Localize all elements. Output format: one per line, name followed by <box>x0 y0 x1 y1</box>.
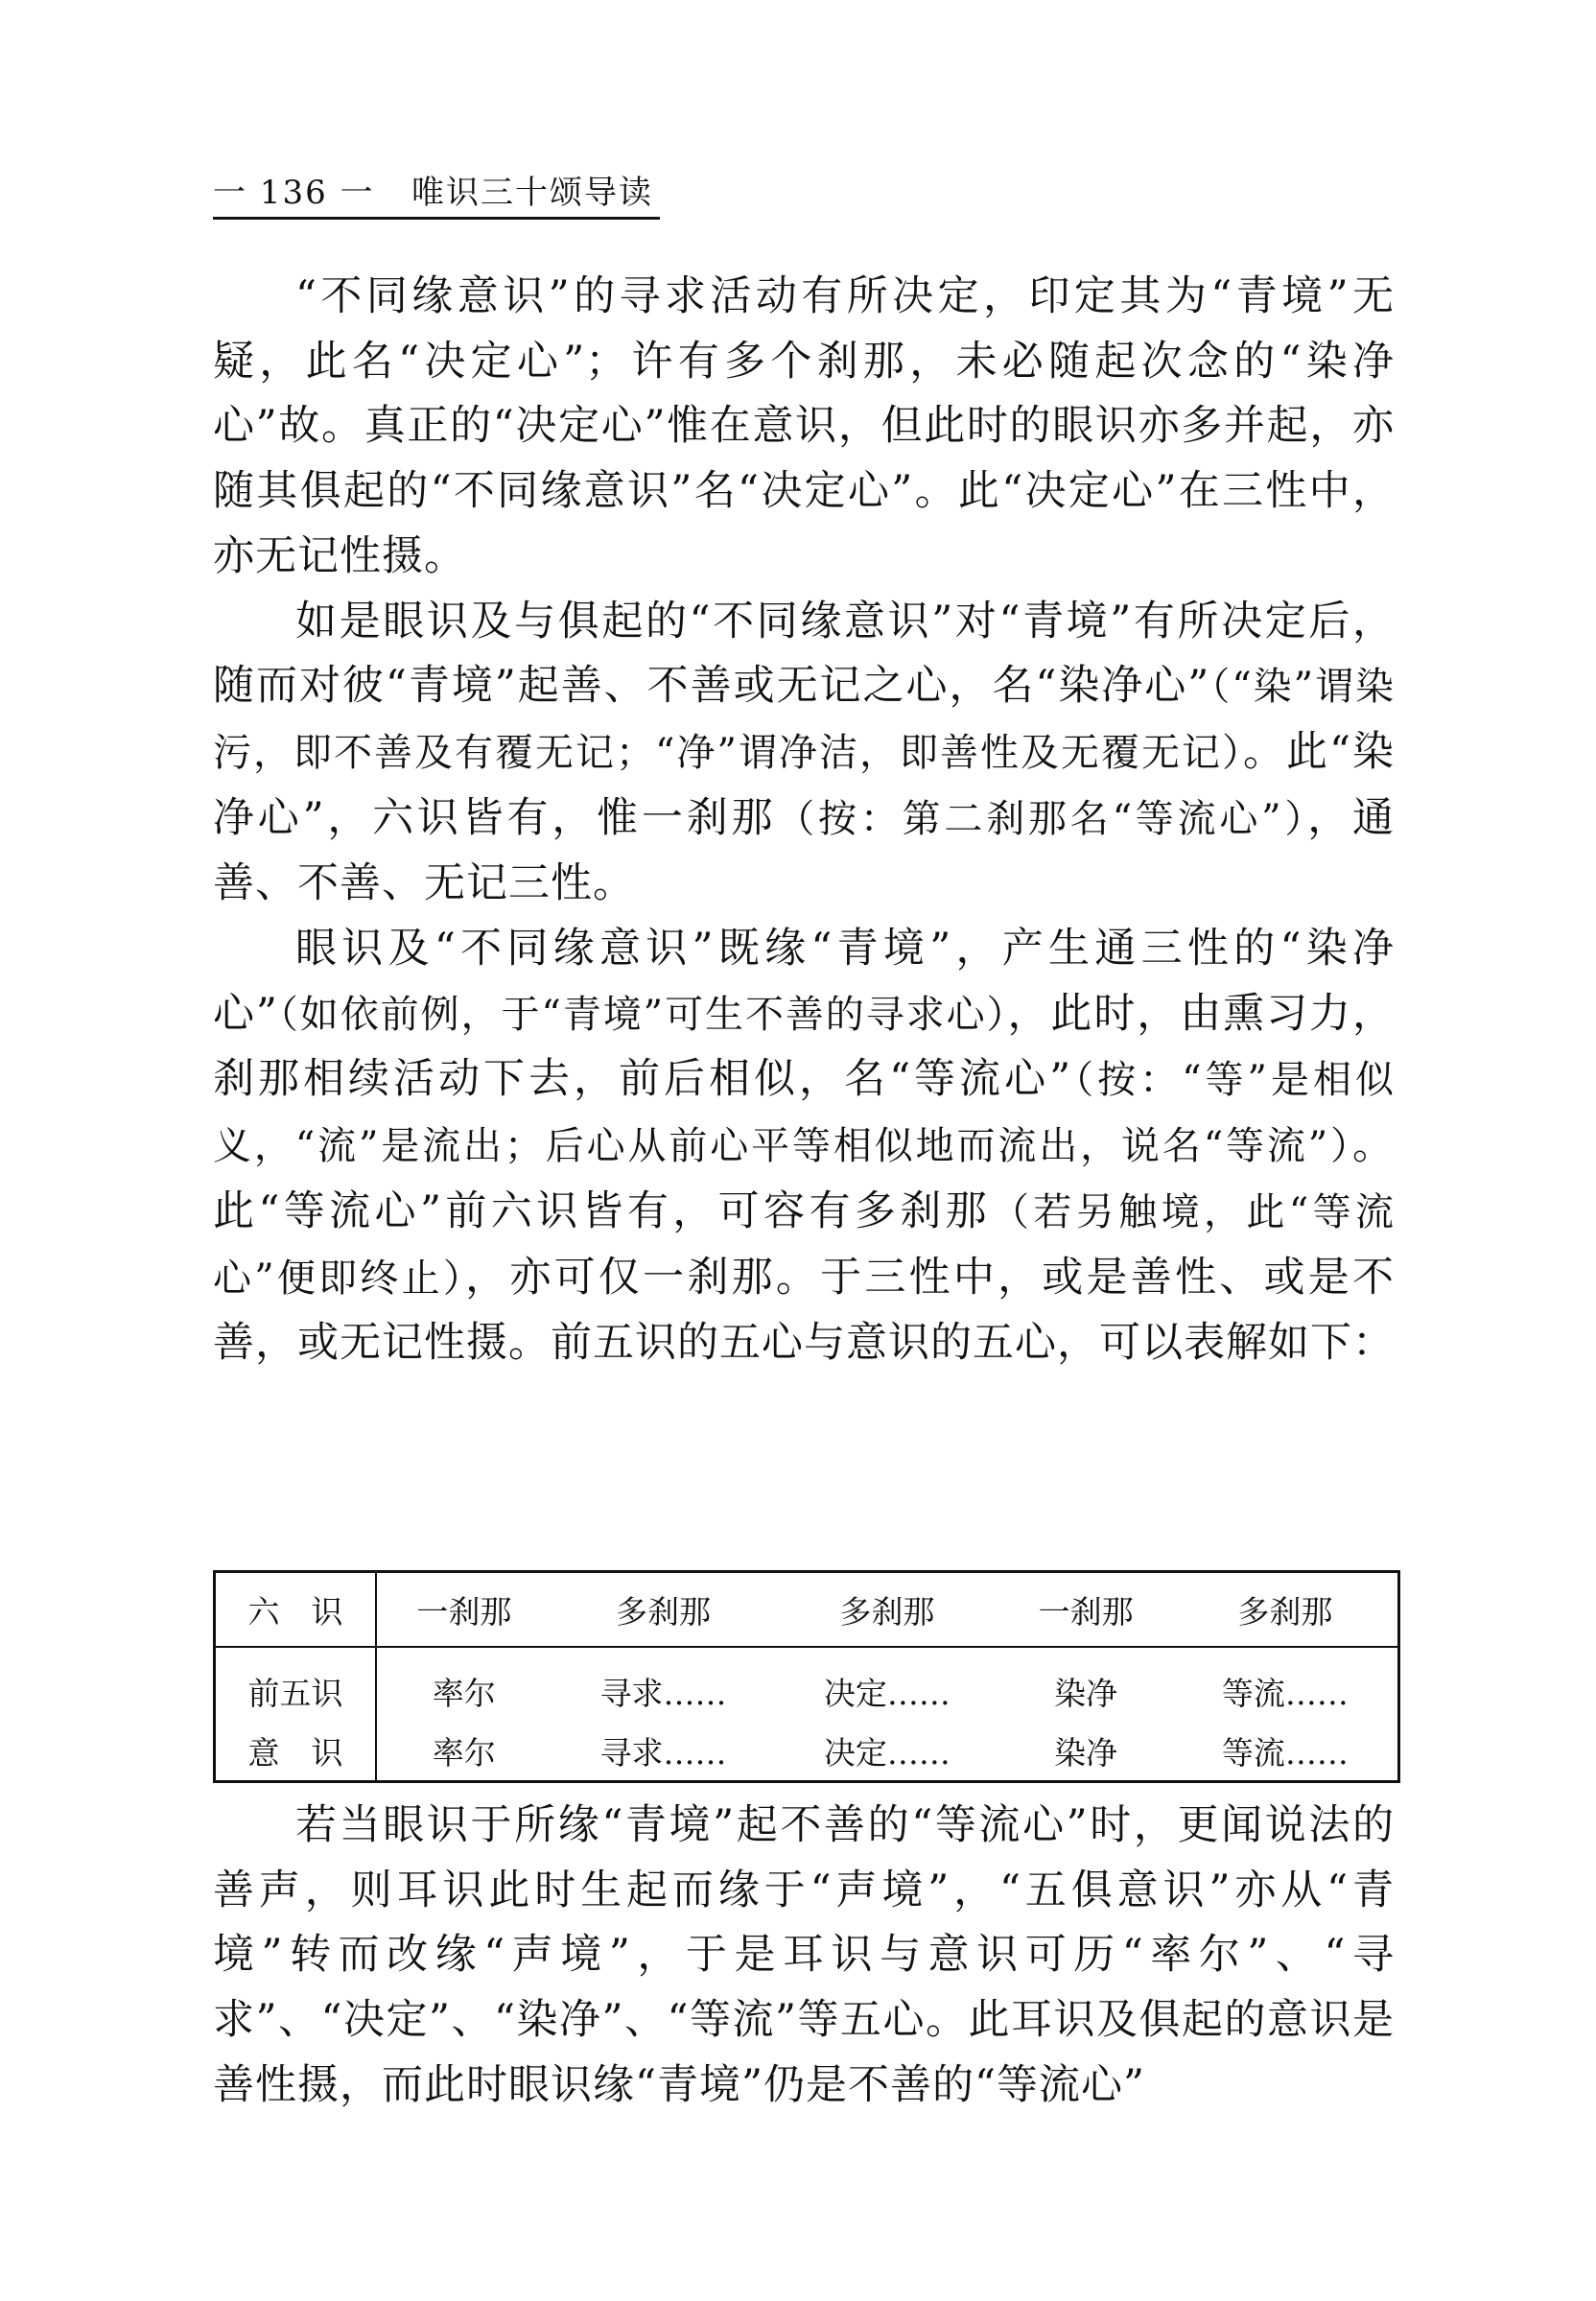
table-header-cell: 多刹那 <box>552 1572 775 1648</box>
annotation: （若另触境，此“等流心”便即终止） <box>213 1189 1396 1301</box>
annotation: （如依前例，于“青境”可生不善的寻求心） <box>277 992 1008 1037</box>
table-cell: 寻求…… <box>599 1674 727 1712</box>
table-cell: 意 识 <box>215 1721 377 1782</box>
table-cell: 等流…… <box>1221 1733 1349 1772</box>
paragraph-continuity-mind: 眼识及“不同缘意识”既缘“青境”，产生通三性的“染净心”（如依前例，于“青境”可生不善的寻求心），此时，由熏习力，刹那相续活动下去，前后相似，名“等流心”（按：“等”是相似义，“流”是流出；后心从前心平等相似地而流出，说名“等流”）。此“等流心”前六识皆有，可容有多刹那（若另触境，此“等流心”便即终止），亦可仅一刹那。于三性中，或是善性、或是不善，或无记性摄。前五识的五心与意识的五心，可以表解如下： <box>213 925 1396 1368</box>
annotation: （按：“等”是相似义，“流”是流出；后心从前心平等相似地而流出，说名“等流”） <box>213 1058 1396 1169</box>
table-cell: 染净 <box>1054 1733 1118 1772</box>
paragraph-decision-mind: “不同缘意识”的寻求活动有所决定，印定其为“青境”无疑，此名“决定心”；许有多个刹那，未必随起次念的“染净心”故。真正的“决定心”惟在意识，但此时的眼识亦多并起，亦随其俱起的“不同缘意识”名“决定心”。此“决定心”在三性中，亦无记性摄。 <box>213 272 1395 580</box>
header-rule <box>213 217 660 220</box>
table-cell: 前五识 <box>215 1647 377 1721</box>
table-cell: 染净 <box>1054 1674 1118 1712</box>
table-header-cell: 多刹那 <box>775 1572 998 1648</box>
paragraph-ear-consciousness: 若当眼识于所缘“青境”起不善的“等流心”时，更闻说法的善声，则耳识此时生起而缘于“声境”，“五俱意识”亦从“青境”转而改缘“声境”，于是耳识与意识可历“率尔”、“寻求”、“决定”、“染净”、“等流”等五心。此耳识及俱起的意识是善性摄，而此时眼识缘“青境”仍是不善的“等流心” <box>213 1801 1395 2109</box>
running-header <box>213 171 664 215</box>
body-text-before-table <box>213 265 1395 1376</box>
paragraph-defiled-pure-mind: 如是眼识及与俱起的“不同缘意识”对“青境”有所决定后，随而对彼“青境”起善、不善或无记之心，名“染净心”（“染”谓染污，即不善及有覆无记；“净”谓净洁，即善性及无覆无记）。此“染净心”，六识皆有，惟一刹那（按：第二刹那名“等流心”），通善、不善、无记三性。 <box>213 597 1395 908</box>
table-header-row <box>215 1572 1399 1648</box>
page-number: 一 136 一 <box>213 174 375 212</box>
annotation: （按：第二刹那名“等流心”） <box>776 796 1308 841</box>
annotation: （“染”谓染污，即不善及有覆无记；“净”谓净洁，即善性及无覆无记） <box>213 665 1395 775</box>
table-row <box>215 1721 1399 1782</box>
table-cell: 决定…… <box>823 1733 951 1772</box>
table-cell: 率尔 <box>432 1674 496 1712</box>
table-cell: 率尔 <box>432 1733 496 1772</box>
table-cell: 决定…… <box>823 1674 951 1712</box>
table-cell: 寻求…… <box>599 1733 727 1772</box>
body-text-after-table <box>213 1794 1395 2119</box>
table-header-cell: 一刹那 <box>998 1572 1172 1648</box>
table-header-cell: 一刹那 <box>376 1572 552 1648</box>
five-minds-table <box>213 1570 1400 1783</box>
table-cell: 等流…… <box>1221 1674 1349 1712</box>
table-header-cell: 六 识 <box>215 1572 377 1648</box>
book-title: 唯识三十颂导读 <box>411 174 653 212</box>
table-header-cell: 多刹那 <box>1173 1572 1399 1648</box>
table-row <box>215 1647 1399 1721</box>
